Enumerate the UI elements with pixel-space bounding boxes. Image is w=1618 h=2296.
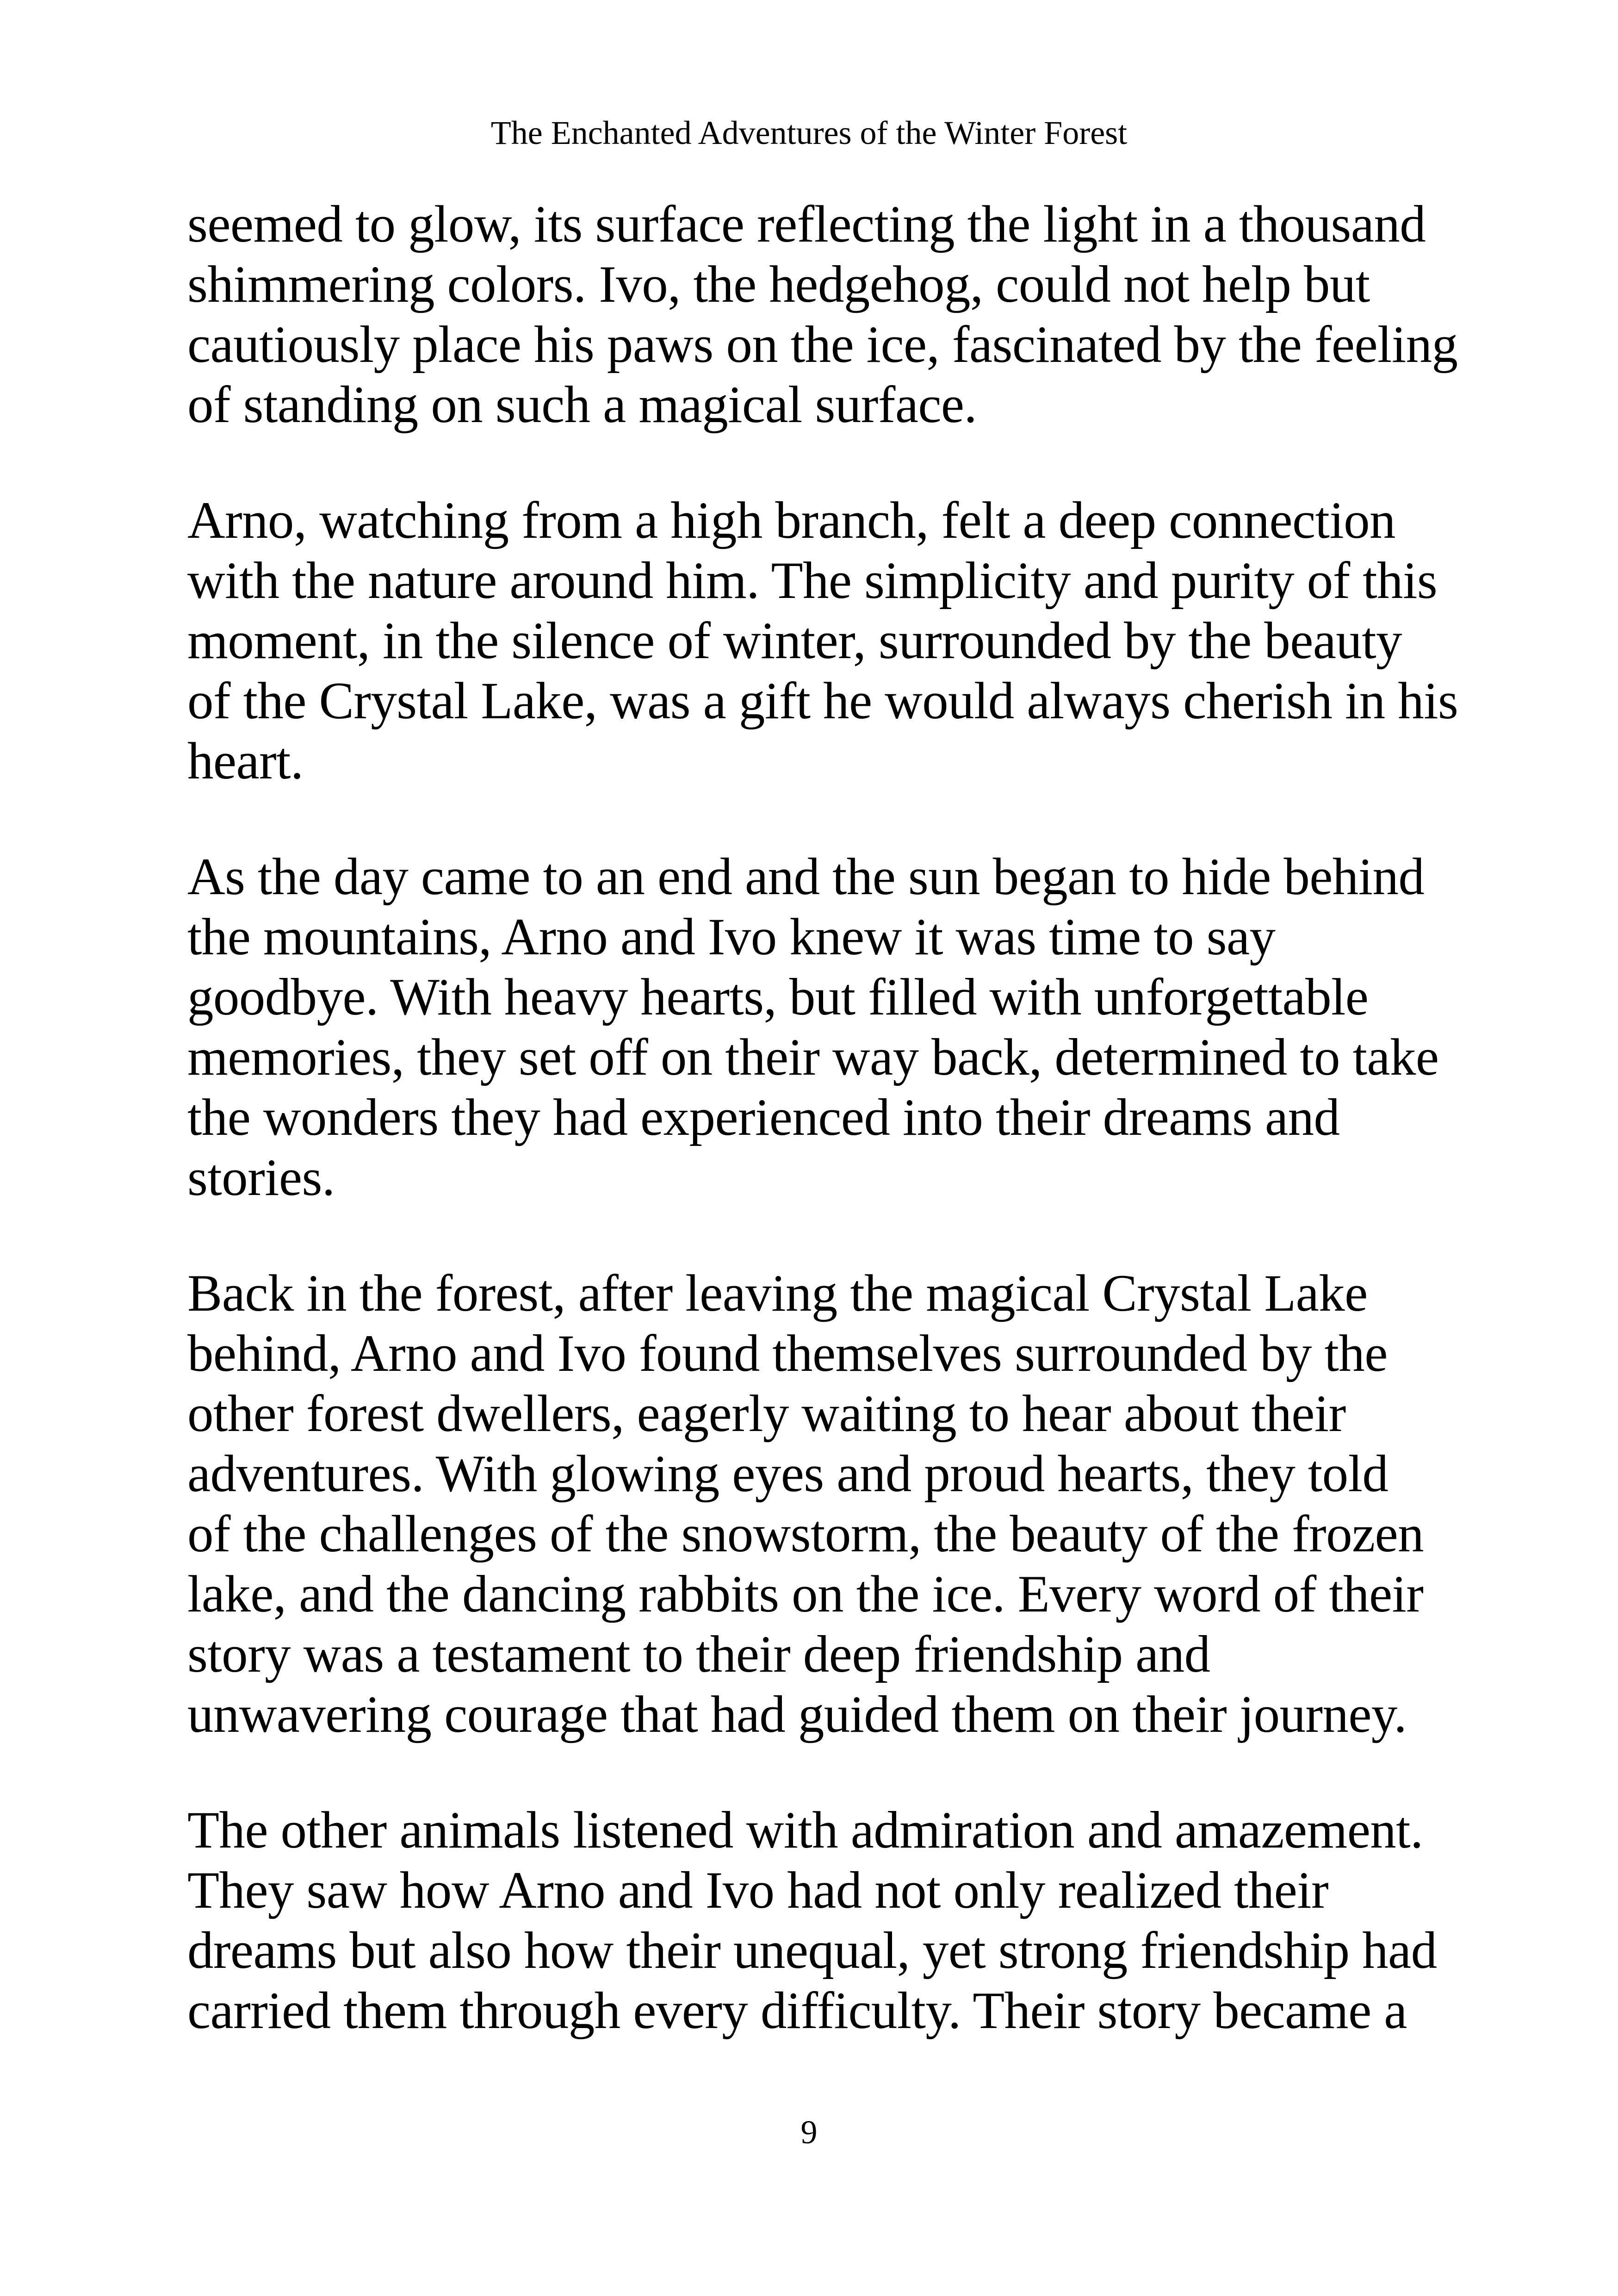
body-text bbox=[187, 194, 1464, 2097]
text-line: other forest dwellers, eagerly waiting to hear about their bbox=[187, 1385, 1346, 1443]
text-line: heart. bbox=[187, 732, 304, 790]
text-line: with the nature around him. The simplicity and purity of this bbox=[187, 552, 1438, 610]
text-line: lake, and the dancing rabbits on the ice. Every word of their bbox=[187, 1565, 1424, 1623]
text-line: of the challenges of the snowstorm, the beauty of the frozen bbox=[187, 1505, 1424, 1563]
text-line: of standing on such a magical surface. bbox=[187, 376, 977, 434]
page-number: 9 bbox=[800, 2114, 818, 2151]
text-line: cautiously place his paws on the ice, fascinated by the feeling bbox=[187, 316, 1458, 373]
paragraph bbox=[187, 1263, 1464, 1745]
text-line: behind, Arno and Ivo found themselves surrounded by the bbox=[187, 1325, 1388, 1382]
text-line: memories, they set off on their way back, determined to take bbox=[187, 1028, 1439, 1086]
paragraph bbox=[187, 1800, 1464, 2041]
text-line: Arno, watching from a high branch, felt a deep connection bbox=[187, 492, 1395, 549]
text-line: dreams but also how their unequal, yet strong friendship had bbox=[187, 1922, 1437, 1979]
text-line: the wonders they had experienced into their dreams and bbox=[187, 1089, 1340, 1146]
text-line: of the Crystal Lake, was a gift he would always cherish in his bbox=[187, 672, 1458, 730]
text-line: shimmering colors. Ivo, the hedgehog, could not help but bbox=[187, 255, 1370, 313]
text-line: seemed to glow, its surface reflecting the light in a thousand bbox=[187, 195, 1426, 253]
text-line: story was a testament to their deep friendship and bbox=[187, 1625, 1210, 1683]
text-line: carried them through every difficulty. Their story became a bbox=[187, 1982, 1407, 2040]
running-header: The Enchanted Adventures of the Winter Forest bbox=[490, 114, 1128, 151]
paragraph bbox=[187, 491, 1464, 791]
text-line: the mountains, Arno and Ivo knew it was time to say bbox=[187, 908, 1276, 966]
text-line: unwavering courage that had guided them on their journey. bbox=[187, 1686, 1407, 1743]
text-line: The other animals listened with admiration and amazement. bbox=[187, 1801, 1423, 1859]
text-line: goodbye. With heavy hearts, but filled with unforgettable bbox=[187, 968, 1369, 1026]
text-line: stories. bbox=[187, 1149, 335, 1207]
text-line: Back in the forest, after leaving the magical Crystal Lake bbox=[187, 1264, 1368, 1322]
text-line: As the day came to an end and the sun began to hide behind bbox=[187, 848, 1425, 906]
text-line: They saw how Arno and Ivo had not only realized their bbox=[187, 1861, 1329, 1919]
paragraph bbox=[187, 194, 1464, 435]
text-line: moment, in the silence of winter, surrounded by the beauty bbox=[187, 612, 1402, 670]
text-line: adventures. With glowing eyes and proud hearts, they told bbox=[187, 1445, 1389, 1503]
paragraph bbox=[187, 847, 1464, 1208]
